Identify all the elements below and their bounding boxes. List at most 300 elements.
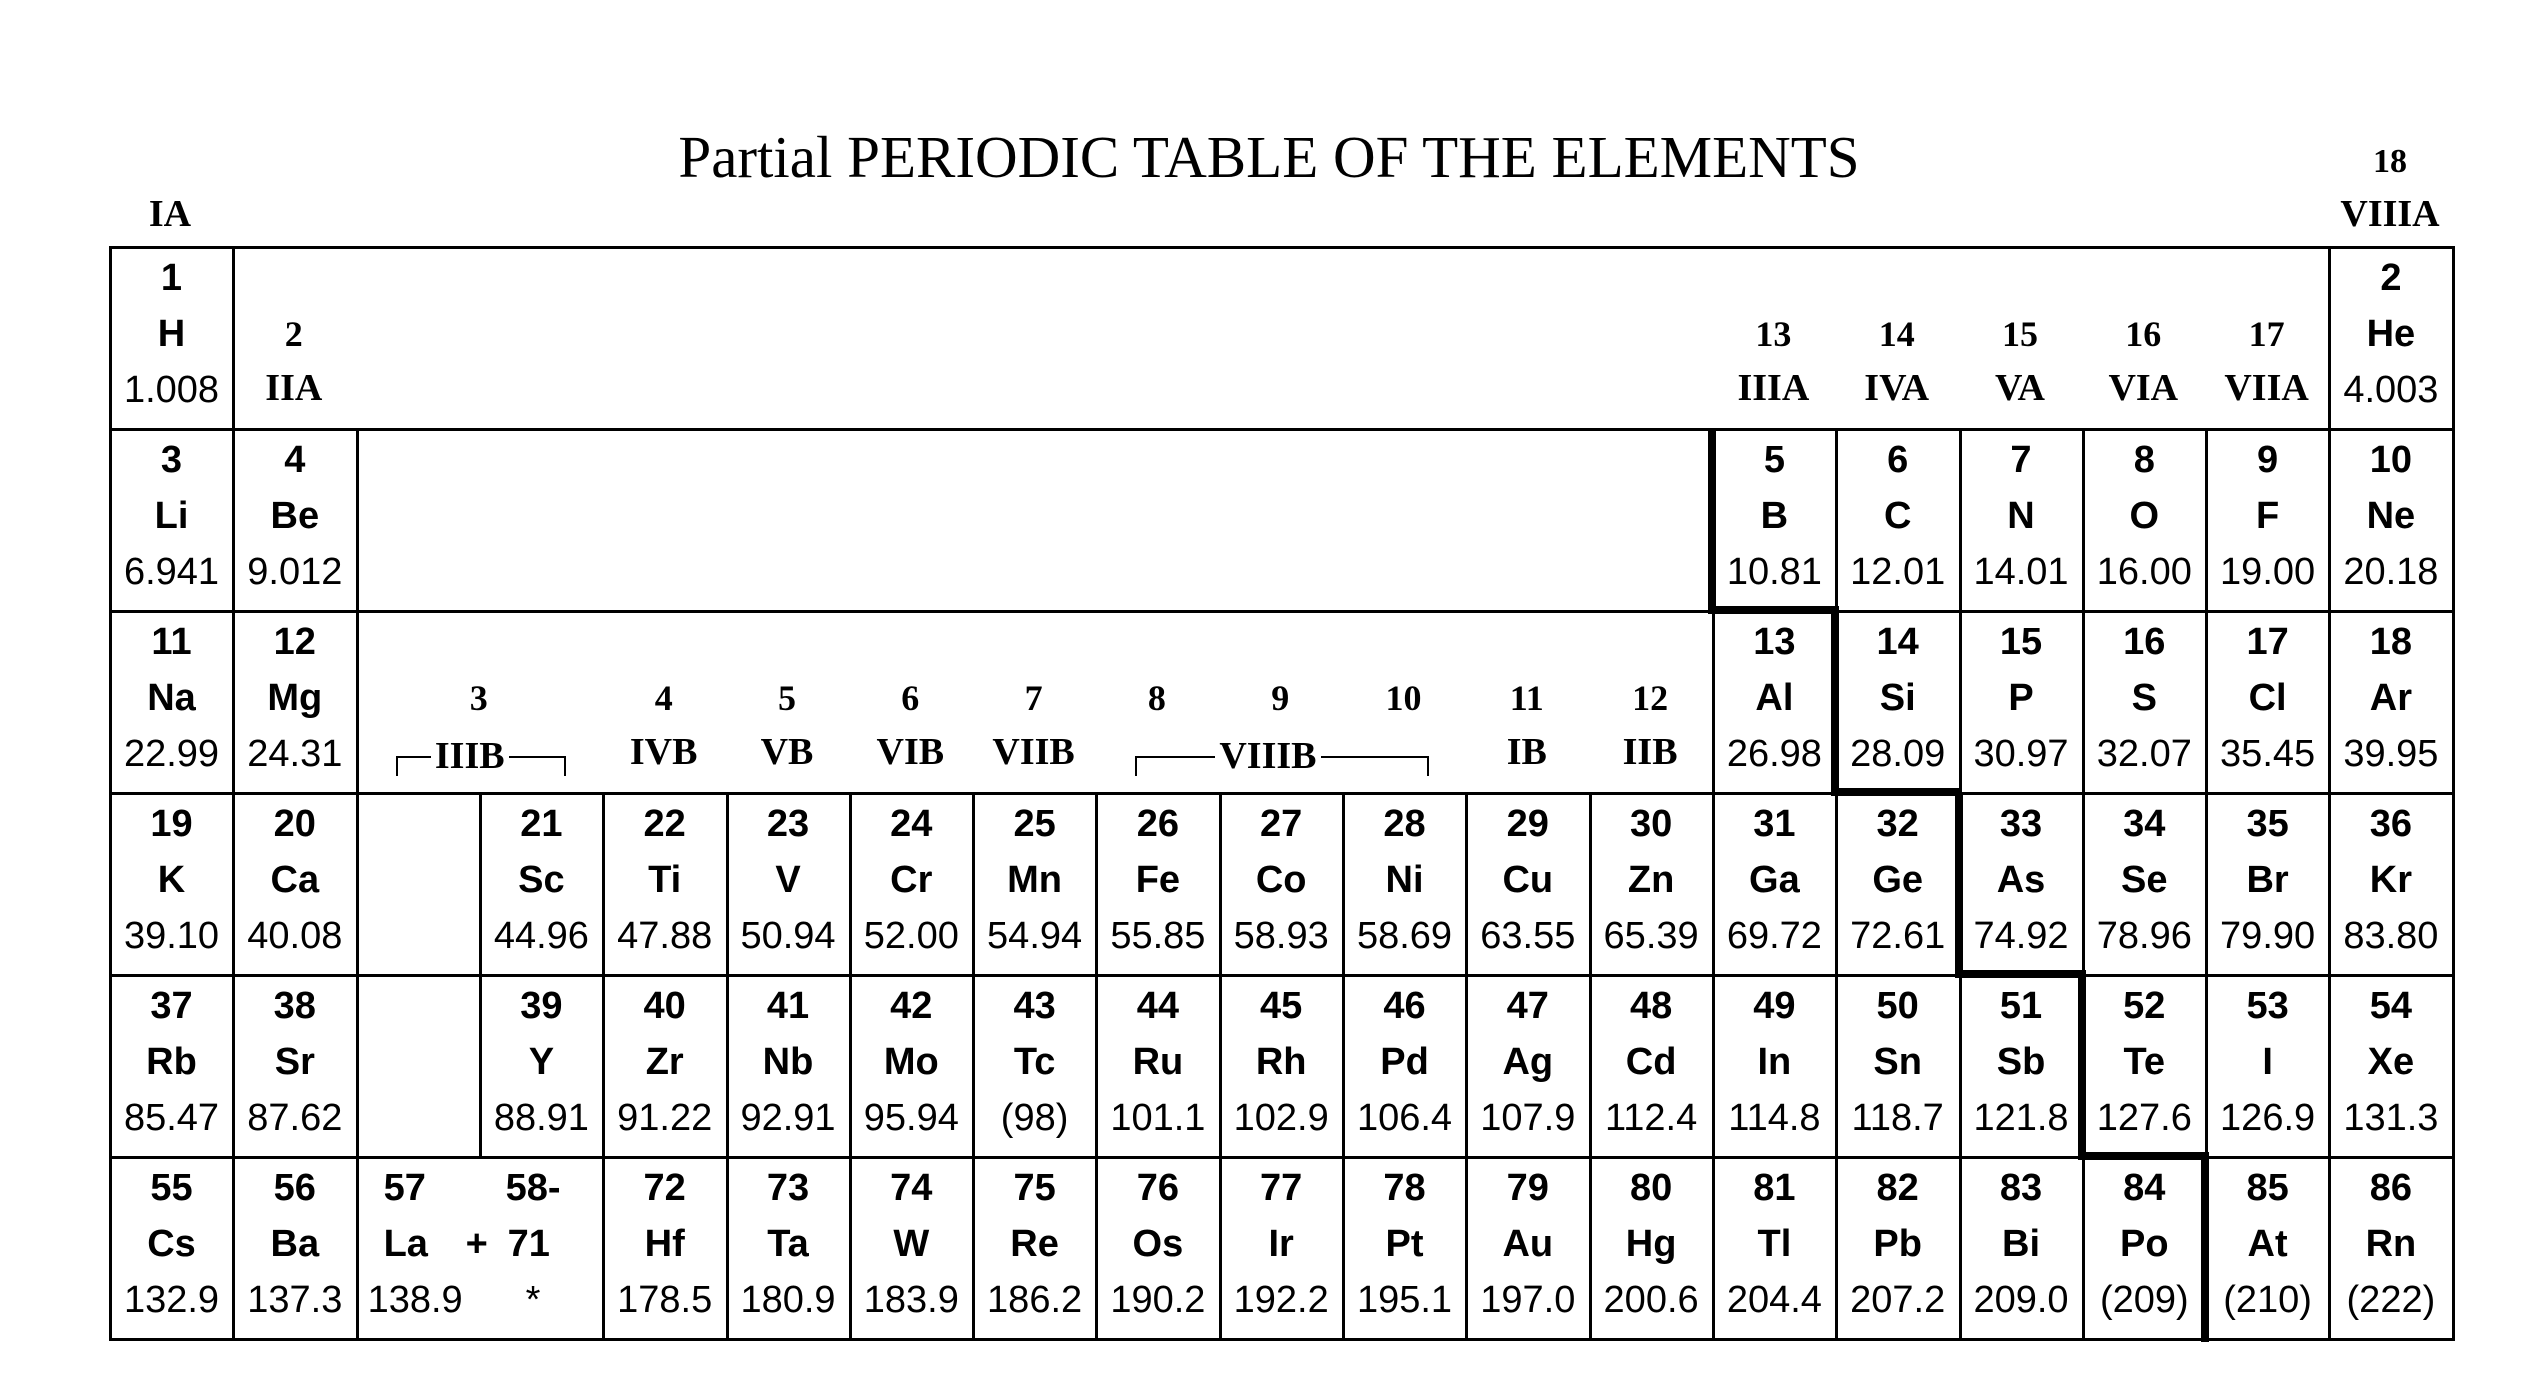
atomic-mass: 121.8	[1973, 1097, 2069, 1139]
lanthanide-number-start: 57	[383, 1167, 426, 1209]
element-symbol: Pt	[1385, 1223, 1424, 1265]
element-symbol: In	[1757, 1041, 1792, 1083]
atomic-number: 16	[2123, 621, 2166, 663]
group-number: 12	[1632, 678, 1669, 718]
element-cell-cs	[110, 1158, 233, 1340]
element-symbol: Cr	[890, 859, 933, 901]
atomic-mass: 207.2	[1850, 1279, 1946, 1321]
atomic-number: 20	[273, 803, 316, 845]
atomic-number: 79	[1506, 1167, 1549, 1209]
element-symbol: V	[775, 859, 801, 901]
element-symbol: Ba	[270, 1223, 320, 1265]
element-cell-sb	[1960, 976, 2083, 1158]
atomic-number: 3	[160, 439, 183, 481]
group-iiib-label: IIIB	[431, 734, 509, 778]
atomic-number: 7	[2010, 439, 2032, 481]
atomic-number: 83	[1999, 1167, 2043, 1209]
element-cell-cl	[2206, 612, 2329, 794]
atomic-mass: 101.1	[1110, 1097, 1206, 1139]
atomic-number: 22	[643, 803, 686, 845]
element-symbol: Tc	[1013, 1041, 1056, 1083]
element-cell-mo	[850, 976, 973, 1158]
group-number: 16	[2125, 314, 2162, 354]
atomic-number: 55	[150, 1167, 193, 1209]
element-symbol: As	[1996, 859, 2046, 901]
atomic-mass: 197.0	[1480, 1279, 1576, 1321]
atomic-mass: 65.39	[1603, 915, 1699, 957]
element-cell-xe	[2329, 976, 2452, 1158]
element-cell-ba	[233, 1158, 356, 1340]
group-label-ia: IA	[148, 193, 192, 235]
element-cell-hg	[1590, 1158, 1713, 1340]
atomic-mass: 107.9	[1480, 1097, 1576, 1139]
group-roman: VA	[1995, 367, 2045, 409]
atomic-number: 33	[1999, 803, 2043, 845]
element-cell-tl	[1713, 1158, 1836, 1340]
element-symbol: Nb	[762, 1041, 814, 1083]
group-number: 3	[469, 678, 488, 718]
lanthanide-range-end: 71	[507, 1223, 550, 1265]
atomic-number: 27	[1260, 803, 1303, 845]
atomic-number: 49	[1753, 985, 1796, 1027]
element-cell-mn	[973, 794, 1096, 976]
element-symbol: S	[2131, 677, 2157, 719]
atomic-mass: 74.92	[1973, 915, 2069, 957]
atomic-mass: 16.00	[2096, 551, 2192, 593]
element-cell-ge	[1836, 794, 1959, 976]
atomic-mass: 19.00	[2220, 551, 2316, 593]
element-symbol: Li	[154, 495, 189, 537]
element-symbol: Mg	[267, 677, 323, 719]
atomic-number: 12	[273, 621, 316, 663]
atomic-mass: 44.96	[493, 915, 589, 957]
lanthanide-number-range: 58-	[505, 1167, 561, 1209]
element-symbol: P	[2008, 677, 2034, 719]
element-cell-v	[727, 794, 850, 976]
group-number: 13	[1755, 314, 1792, 354]
atomic-number: 38	[273, 985, 316, 1027]
atomic-number: 39	[520, 985, 563, 1027]
element-symbol: Mo	[883, 1041, 939, 1083]
atomic-mass: 52.00	[863, 915, 959, 957]
element-cell-ar	[2329, 612, 2452, 794]
atomic-mass: 106.4	[1356, 1097, 1453, 1139]
element-cell-p	[1960, 612, 2083, 794]
atomic-mass: 58.93	[1233, 915, 1329, 957]
element-symbol: Bi	[2002, 1223, 2040, 1265]
element-symbol: Ir	[1268, 1223, 1294, 1265]
atomic-mass: 118.7	[1851, 1097, 1944, 1139]
atomic-mass: 58.69	[1356, 915, 1453, 957]
atomic-number: 36	[2369, 803, 2413, 845]
element-cell-ca	[233, 794, 356, 976]
group-viiib-label: VIIIB	[1215, 734, 1320, 778]
element-symbol: Os	[1132, 1223, 1184, 1265]
page-title: Partial PERIODIC TABLE OF THE ELEMENTS	[678, 124, 1860, 190]
element-symbol: Ag	[1502, 1041, 1554, 1083]
element-cell-pb	[1836, 1158, 1959, 1340]
atomic-mass: 4.003	[2343, 369, 2439, 411]
element-symbol: W	[893, 1223, 930, 1265]
element-symbol: Cu	[1502, 859, 1554, 901]
atomic-mass: 20.18	[2343, 551, 2439, 593]
element-cell-tc	[973, 976, 1096, 1158]
atomic-number: 29	[1506, 803, 1549, 845]
element-symbol: Sr	[274, 1041, 315, 1083]
atomic-number: 40	[643, 985, 686, 1027]
atomic-mass: 54.94	[987, 915, 1083, 957]
element-symbol: Si	[1879, 677, 1916, 719]
atomic-mass: 47.88	[617, 915, 713, 957]
element-symbol: Zr	[645, 1041, 684, 1083]
atomic-number: 35	[2246, 803, 2289, 845]
atomic-mass: (209)	[2099, 1279, 2189, 1321]
atomic-mass: 50.94	[740, 915, 836, 957]
element-cell-cd	[1590, 976, 1713, 1158]
atomic-mass: 55.85	[1110, 915, 1206, 957]
element-cell-s	[2083, 612, 2206, 794]
element-cell-mg	[233, 612, 356, 794]
atomic-mass: 32.07	[2096, 733, 2192, 775]
atomic-mass: 186.2	[987, 1279, 1083, 1321]
element-symbol: At	[2247, 1223, 2288, 1265]
element-cell-kr	[2329, 794, 2452, 976]
element-symbol: Hf	[644, 1223, 685, 1265]
atomic-mass: 12.01	[1850, 551, 1946, 593]
element-cell-cr	[850, 794, 973, 976]
atomic-number: 82	[1876, 1167, 1919, 1209]
element-cell-ti	[603, 794, 726, 976]
atomic-number: 15	[1999, 621, 2043, 663]
element-symbol: Ta	[767, 1223, 809, 1265]
element-cell-bi	[1960, 1158, 2083, 1340]
element-symbol: Hg	[1625, 1223, 1677, 1265]
atomic-number: 31	[1753, 803, 1796, 845]
group-number: 15	[2002, 314, 2038, 354]
lanthanum-mass: 138.9	[367, 1279, 463, 1321]
element-cell-n	[1960, 430, 2083, 612]
group-roman: VB	[760, 731, 814, 773]
element-symbol: Mn	[1007, 859, 1063, 901]
atomic-mass: 112.4	[1604, 1097, 1698, 1139]
element-cell-h	[110, 248, 233, 430]
element-symbol: O	[2129, 495, 2160, 537]
element-symbol: N	[2007, 495, 2035, 537]
atomic-mass: 209.0	[1973, 1279, 2069, 1321]
atomic-mass: (222)	[2346, 1279, 2436, 1321]
element-symbol: C	[1883, 495, 1912, 537]
element-cell-he	[2329, 248, 2452, 430]
atomic-mass: 22.99	[123, 733, 220, 775]
atomic-number: 25	[1013, 803, 1056, 845]
atomic-mass: 79.90	[2220, 915, 2316, 957]
atomic-mass: 127.6	[2096, 1097, 2192, 1139]
element-symbol: Ge	[1872, 859, 1924, 901]
atomic-number: 45	[1260, 985, 1303, 1027]
element-symbol: Na	[147, 677, 196, 719]
atomic-number: 5	[1763, 439, 1785, 481]
element-symbol: Ar	[2369, 677, 2412, 719]
element-symbol: F	[2255, 495, 2280, 537]
table-border-top	[109, 246, 2455, 249]
element-symbol: I	[2262, 1041, 2273, 1083]
lanthanide-plus-sign: +	[465, 1223, 488, 1265]
element-symbol: Au	[1502, 1223, 1554, 1265]
element-cell-rn	[2329, 1158, 2452, 1340]
group-number: 17	[2248, 314, 2285, 354]
element-symbol: Rh	[1255, 1041, 1307, 1083]
element-cell-hf	[603, 1158, 726, 1340]
group-roman: VIA	[2108, 367, 2179, 409]
atomic-mass: 92.91	[740, 1097, 836, 1139]
atomic-number: 54	[2369, 985, 2413, 1027]
element-symbol: Br	[2246, 859, 2289, 901]
atomic-number: 76	[1136, 1167, 1180, 1209]
element-cell-rh	[1220, 976, 1343, 1158]
atomic-number: 43	[1013, 985, 1056, 1027]
atomic-mass: 126.9	[2220, 1097, 2316, 1139]
element-symbol: Tl	[1757, 1223, 1792, 1265]
group-roman: VIB	[876, 731, 945, 773]
atomic-number: 6	[1887, 439, 1909, 481]
atomic-mass: 180.9	[740, 1279, 836, 1321]
element-cell-co	[1220, 794, 1343, 976]
atomic-number: 21	[520, 803, 563, 845]
element-cell-si	[1836, 612, 1959, 794]
element-cell-sc	[480, 794, 603, 976]
element-cell-rb	[110, 976, 233, 1158]
atomic-mass: 10.81	[1726, 551, 1822, 593]
atomic-number: 73	[766, 1167, 810, 1209]
group-number: 2	[284, 314, 303, 354]
atomic-mass: 83.80	[2343, 915, 2439, 957]
element-cell-al	[1713, 612, 1836, 794]
element-symbol: Te	[2123, 1041, 2166, 1083]
atomic-mass: 85.47	[123, 1097, 220, 1139]
group-number: 10	[1385, 678, 1422, 718]
atomic-number: 42	[890, 985, 933, 1027]
atomic-number: 86	[2369, 1167, 2413, 1209]
atomic-number: 74	[890, 1167, 933, 1209]
element-symbol: Se	[2121, 859, 2168, 901]
atomic-mass: (210)	[2223, 1279, 2312, 1321]
group-roman: VIIA	[2224, 367, 2309, 409]
element-symbol: Po	[2120, 1223, 2169, 1265]
group-number: 4	[654, 678, 673, 718]
group-number: 7	[1024, 678, 1043, 718]
element-cell-as	[1960, 794, 2083, 976]
element-cell-os	[1096, 1158, 1219, 1340]
atomic-number: 8	[2133, 439, 2155, 481]
atomic-mass: 1.008	[123, 369, 220, 411]
atomic-mass: 35.45	[2220, 733, 2316, 775]
atomic-number: 18	[2369, 621, 2413, 663]
element-symbol: Ca	[270, 859, 320, 901]
element-symbol: Xe	[2367, 1041, 2415, 1083]
atomic-mass: 39.10	[123, 915, 220, 957]
element-cell-re	[973, 1158, 1096, 1340]
atomic-number: 50	[1876, 985, 1919, 1027]
atomic-number: 78	[1383, 1167, 1426, 1209]
element-cell-at	[2206, 1158, 2329, 1340]
element-cell-li	[110, 430, 233, 612]
group-number: 6	[901, 678, 920, 718]
atomic-mass: 26.98	[1726, 733, 1822, 775]
element-cell-zn	[1590, 794, 1713, 976]
element-symbol: Cs	[147, 1223, 196, 1265]
atomic-number: 9	[2257, 439, 2279, 481]
element-cell-in	[1713, 976, 1836, 1158]
element-symbol: Sn	[1873, 1041, 1922, 1083]
atomic-mass: 195.1	[1356, 1279, 1453, 1321]
atomic-mass: 9.012	[247, 551, 343, 593]
element-cell-b	[1713, 430, 1836, 612]
element-symbol: Ni	[1385, 859, 1424, 901]
element-symbol: Co	[1255, 859, 1307, 901]
element-cell-te	[2083, 976, 2206, 1158]
group-roman: VIIB	[992, 731, 1075, 773]
element-cell-au	[1466, 1158, 1589, 1340]
element-symbol: Re	[1010, 1223, 1059, 1265]
element-cell-cu	[1466, 794, 1589, 976]
atomic-number: 84	[2123, 1167, 2166, 1209]
group-roman: IB	[1506, 731, 1547, 773]
element-cell-se	[2083, 794, 2206, 976]
element-cell-zr	[603, 976, 726, 1158]
atomic-number: 30	[1629, 803, 1673, 845]
group-number-18: 18	[2373, 143, 2407, 180]
element-cell-ta	[727, 1158, 850, 1340]
atomic-number: 48	[1629, 985, 1673, 1027]
atomic-mass: 40.08	[247, 915, 343, 957]
atomic-mass: 131.3	[2343, 1097, 2439, 1139]
element-symbol: H	[157, 313, 186, 355]
element-cell-ga	[1713, 794, 1836, 976]
atomic-number: 51	[1999, 985, 2043, 1027]
element-symbol: Rn	[2365, 1223, 2417, 1265]
element-cell-pd	[1343, 976, 1466, 1158]
atomic-number: 46	[1383, 985, 1426, 1027]
element-cell-pt	[1343, 1158, 1466, 1340]
atomic-number: 13	[1753, 621, 1796, 663]
element-symbol: He	[2366, 313, 2416, 355]
atomic-number: 52	[2123, 985, 2166, 1027]
element-symbol: Ga	[1749, 859, 1800, 901]
atomic-mass: 72.61	[1850, 915, 1946, 957]
atomic-mass: 102.9	[1233, 1097, 1329, 1139]
element-symbol: Cd	[1625, 1041, 1677, 1083]
element-symbol: K	[157, 859, 186, 901]
element-cell-y	[480, 976, 603, 1158]
element-symbol: B	[1760, 495, 1789, 537]
group-roman: IVA	[1864, 367, 1930, 409]
atomic-number: 41	[766, 985, 810, 1027]
atomic-mass: 24.31	[247, 733, 343, 775]
atomic-mass: 78.96	[2096, 915, 2192, 957]
atomic-number: 77	[1260, 1167, 1303, 1209]
group-roman: IIA	[265, 367, 323, 409]
group-number: 8	[1147, 678, 1166, 718]
atomic-number: 85	[2246, 1167, 2289, 1209]
atomic-mass: 14.01	[1973, 551, 2069, 593]
element-cell-br	[2206, 794, 2329, 976]
atomic-number: 53	[2246, 985, 2289, 1027]
atomic-number: 32	[1876, 803, 1919, 845]
atomic-number: 2	[2380, 257, 2402, 299]
atomic-mass: 88.91	[493, 1097, 589, 1139]
element-symbol: Sc	[518, 859, 565, 901]
element-symbol: Be	[270, 495, 320, 537]
element-cell-ni	[1343, 794, 1466, 976]
atomic-number: 47	[1506, 985, 1549, 1027]
atomic-number: 4	[284, 439, 306, 481]
atomic-number: 81	[1753, 1167, 1796, 1209]
group-number: 11	[1509, 678, 1544, 718]
atomic-number: 17	[2246, 621, 2289, 663]
atomic-number: 11	[151, 621, 192, 663]
element-cell-k	[110, 794, 233, 976]
element-cell-na	[110, 612, 233, 794]
element-symbol: Ne	[2366, 495, 2416, 537]
element-symbol: Al	[1755, 677, 1794, 719]
element-symbol: Ti	[648, 859, 682, 901]
atomic-number: 14	[1876, 621, 1919, 663]
group-roman: IIB	[1622, 731, 1678, 773]
element-cell-sn	[1836, 976, 1959, 1158]
atomic-mass: 114.8	[1728, 1097, 1821, 1139]
atomic-mass: (98)	[1000, 1097, 1069, 1139]
atomic-number: 34	[2123, 803, 2166, 845]
element-cell-i	[2206, 976, 2329, 1158]
atomic-mass: 204.4	[1726, 1279, 1822, 1321]
element-symbol: Pd	[1380, 1041, 1429, 1083]
group-number: 9	[1271, 678, 1290, 718]
atomic-mass: 91.22	[617, 1097, 713, 1139]
atomic-number: 1	[160, 257, 183, 299]
element-cell-sr	[233, 976, 356, 1158]
element-symbol: Fe	[1135, 859, 1181, 901]
atomic-mass: 39.95	[2343, 733, 2439, 775]
atomic-mass: 95.94	[863, 1097, 959, 1139]
atomic-number: 23	[766, 803, 810, 845]
element-cell-ag	[1466, 976, 1589, 1158]
atomic-mass: 192.2	[1233, 1279, 1329, 1321]
group-roman: IIIA	[1737, 367, 1810, 409]
atomic-number: 75	[1013, 1167, 1056, 1209]
atomic-mass: 190.2	[1110, 1279, 1206, 1321]
atomic-mass: 200.6	[1603, 1279, 1699, 1321]
atomic-mass: 178.5	[617, 1279, 713, 1321]
lanthanide-asterisk: *	[525, 1279, 541, 1321]
group-label-viiia: VIIIA	[2340, 193, 2440, 235]
element-cell-ne	[2329, 430, 2452, 612]
group-number: 5	[778, 678, 796, 718]
element-cell-f	[2206, 430, 2329, 612]
element-cell-nb	[727, 976, 850, 1158]
element-cell-ir	[1220, 1158, 1343, 1340]
atomic-number: 19	[150, 803, 193, 845]
element-cell-w	[850, 1158, 973, 1340]
group-roman: IVB	[629, 731, 698, 773]
lanthanum-symbol: La	[383, 1223, 428, 1265]
atomic-mass: 87.62	[247, 1097, 343, 1139]
atomic-number: 37	[150, 985, 193, 1027]
atomic-mass: 30.97	[1973, 733, 2069, 775]
element-cell-be	[233, 430, 356, 612]
element-cell-c	[1836, 430, 1959, 612]
atomic-mass: 6.941	[123, 551, 220, 593]
atomic-mass: 137.3	[247, 1279, 343, 1321]
